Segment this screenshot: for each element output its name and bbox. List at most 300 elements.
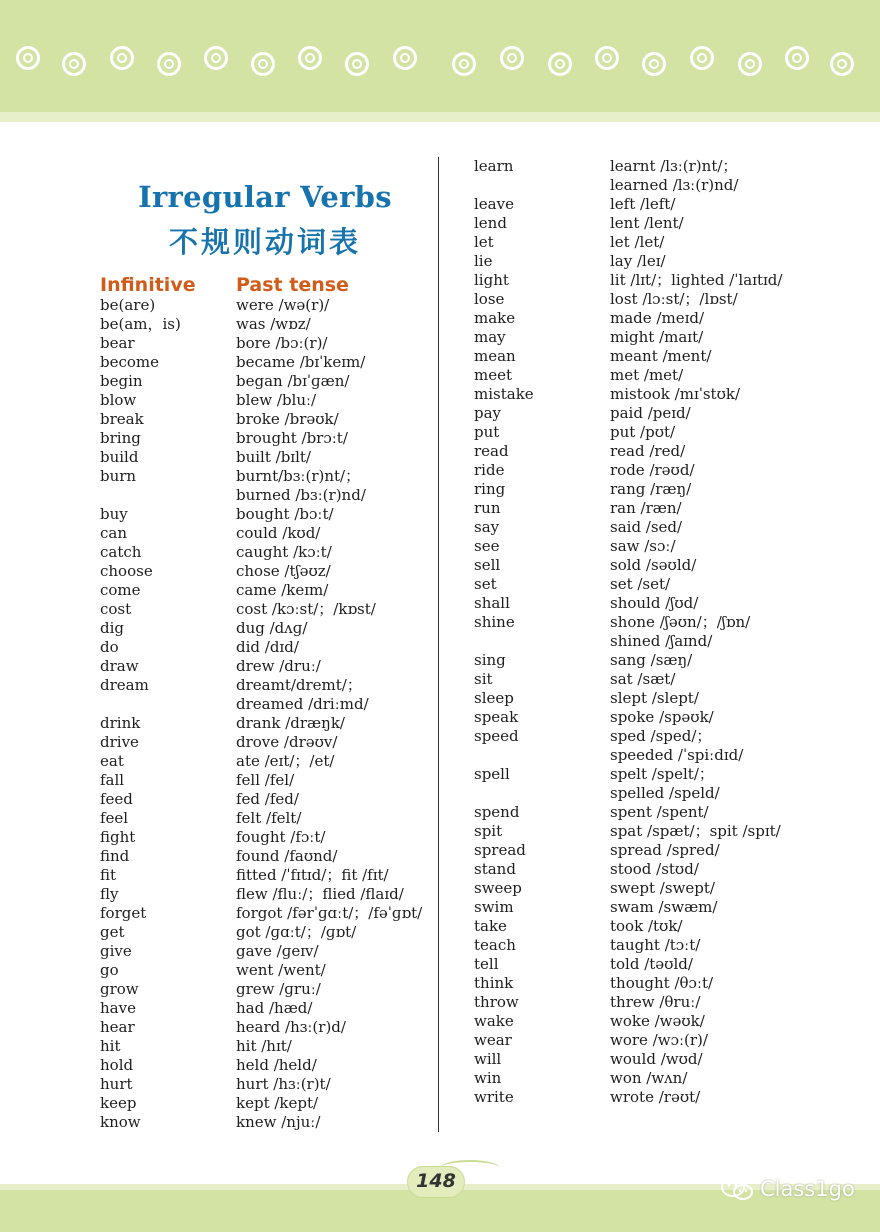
- past-tense-form: kept /kept/: [236, 1094, 319, 1112]
- past-tense-forms: [610, 347, 711, 366]
- past-tense-forms: [236, 961, 326, 980]
- decorative-ring: [738, 52, 762, 76]
- verb-entry: [100, 429, 422, 448]
- past-tense-form: threw /θruː/: [610, 993, 701, 1011]
- decorative-ring: [452, 52, 476, 76]
- infinitive-form: can: [100, 524, 128, 542]
- infinitive-form: ring: [474, 480, 506, 498]
- past-tense-forms: [236, 790, 299, 809]
- infinitive-form: take: [474, 917, 507, 935]
- infinitive-form: cost: [100, 600, 132, 618]
- verb-entry: [100, 752, 422, 771]
- past-tense-form: spread /spred/: [610, 841, 720, 859]
- infinitive-form: sleep: [474, 689, 514, 707]
- verb-entry: [100, 562, 422, 581]
- past-tense-forms: [610, 917, 682, 936]
- verb-entry: [100, 942, 422, 961]
- past-tense-form: cost /kɔːst/；/kɒst/: [236, 600, 376, 618]
- verb-entry: [100, 334, 422, 353]
- verb-entry: [474, 708, 782, 727]
- past-tense-form: lent /lent/: [610, 214, 684, 232]
- infinitive-form: hold: [100, 1056, 134, 1074]
- verb-entry: [100, 885, 422, 904]
- past-tense-form: swam /swæm/: [610, 898, 718, 916]
- verb-entry: [474, 290, 782, 309]
- verb-entry: [474, 803, 782, 822]
- past-tense-form: set /set/: [610, 575, 671, 593]
- past-tense-form: sped /sped/；: [610, 727, 712, 745]
- past-tense-forms: [236, 562, 331, 581]
- infinitive-form: get: [100, 923, 125, 941]
- past-tense-forms: [236, 828, 325, 847]
- infinitive-form: swim: [474, 898, 514, 916]
- decorative-ring: [204, 46, 228, 70]
- verb-entry: [100, 638, 422, 657]
- past-tense-forms: [610, 993, 700, 1012]
- infinitive-form: fight: [100, 828, 136, 846]
- past-tense-form: felt /felt/: [236, 809, 302, 827]
- infinitive-form: begin: [100, 372, 143, 390]
- past-tense-form: told /təʊld/: [610, 955, 693, 973]
- verb-entry: [474, 385, 782, 404]
- past-tense-forms: [610, 1088, 700, 1107]
- past-tense-form: dreamed /driːmd/: [236, 695, 369, 713]
- past-tense-forms: [610, 157, 738, 195]
- infinitive-form: let: [474, 233, 494, 251]
- past-tense-form: learned /lɜː(r)nd/: [610, 176, 739, 194]
- verb-entry: [474, 613, 782, 651]
- verb-entry: [100, 961, 422, 980]
- past-tense-form: took /tʊk/: [610, 917, 683, 935]
- infinitive-form: lose: [474, 290, 505, 308]
- past-tense-forms: [236, 1094, 318, 1113]
- past-tense-forms: [236, 809, 301, 828]
- infinitive-form: dream: [100, 676, 149, 694]
- past-tense-forms: [610, 822, 781, 841]
- verb-entry: [474, 955, 782, 974]
- verb-entry: [474, 689, 782, 708]
- page-title-chinese: 不规则动词表: [168, 225, 361, 259]
- past-tense-forms: [236, 467, 366, 505]
- past-tense-form: spelt /spelt/；: [610, 765, 714, 783]
- past-tense-forms: [236, 524, 320, 543]
- verb-entry: [100, 1094, 422, 1113]
- past-tense-form: thought /θɔːt/: [610, 974, 714, 992]
- infinitive-form: may: [474, 328, 506, 346]
- past-tense-forms: [610, 594, 698, 613]
- verb-entry: [100, 771, 422, 790]
- infinitive-form: give: [100, 942, 132, 960]
- past-tense-form: lit /lɪt/；lighted /ˈlaɪtɪd/: [610, 271, 783, 289]
- past-tense-forms: [236, 676, 369, 714]
- infinitive-form: spell: [474, 765, 510, 783]
- verb-entry: [474, 765, 782, 803]
- verb-entry: [474, 727, 782, 765]
- past-tense-forms: [236, 581, 328, 600]
- past-tense-form: dug /dʌɡ/: [236, 619, 308, 637]
- past-tense-form: broke /brəʊk/: [236, 410, 339, 428]
- infinitive-form: sell: [474, 556, 501, 574]
- infinitive-form: speed: [474, 727, 519, 745]
- past-tense-forms: [236, 714, 345, 733]
- infinitive-form: drive: [100, 733, 139, 751]
- infinitive-form: draw: [100, 657, 139, 675]
- past-tense-form: wrote /rəʊt/: [610, 1088, 701, 1106]
- past-tense-forms: [610, 290, 738, 309]
- verb-entry: [474, 328, 782, 347]
- verb-entry: [474, 233, 782, 252]
- past-tense-forms: [236, 657, 321, 676]
- decorative-ring: [785, 46, 809, 70]
- infinitive-form: set: [474, 575, 497, 593]
- past-tense-form: could /kʊd/: [236, 524, 321, 542]
- infinitive-form: see: [474, 537, 500, 555]
- verb-entry: [100, 1018, 422, 1037]
- infinitive-form: wear: [474, 1031, 512, 1049]
- past-tense-forms: [610, 1069, 687, 1088]
- verb-entry: [474, 822, 782, 841]
- past-tense-form: lost /lɔːst/；/lɒst/: [610, 290, 738, 308]
- verb-entry: [474, 480, 782, 499]
- verb-entry: [474, 917, 782, 936]
- past-tense-form: caught /kɔːt/: [236, 543, 332, 561]
- past-tense-form: slept /slept/: [610, 689, 699, 707]
- past-tense-forms: [236, 372, 349, 391]
- verb-entry: [100, 657, 422, 676]
- infinitive-header: Infinitive: [100, 274, 196, 296]
- past-tense-forms: [610, 328, 703, 347]
- past-tense-form: drove /drəʊv/: [236, 733, 338, 751]
- past-tense-forms: [610, 271, 782, 290]
- past-tense-form: heard /hɜː(r)d/: [236, 1018, 346, 1036]
- past-tense-form: did /dɪd/: [236, 638, 299, 656]
- past-tense-forms: [610, 879, 715, 898]
- past-tense-form: sold /səʊld/: [610, 556, 697, 574]
- past-tense-forms: [610, 860, 699, 879]
- verb-entry: [474, 651, 782, 670]
- verb-entry: [100, 904, 422, 923]
- verb-entry: [474, 423, 782, 442]
- infinitive-form: hear: [100, 1018, 135, 1036]
- past-tense-form: woke /wəʊk/: [610, 1012, 705, 1030]
- past-tense-form: won /wʌn/: [610, 1069, 688, 1087]
- verb-entry: [474, 841, 782, 860]
- past-tense-form: met /met/: [610, 366, 684, 384]
- infinitive-form: have: [100, 999, 136, 1017]
- past-tense-form: went /went/: [236, 961, 326, 979]
- past-tense-forms: [236, 1018, 346, 1037]
- past-tense-form: built /bɪlt/: [236, 448, 311, 466]
- past-tense-forms: [610, 955, 693, 974]
- infinitive-form: sit: [474, 670, 493, 688]
- past-tense-form: burned /bɜː(r)nd/: [236, 486, 366, 504]
- verb-entry: [474, 157, 782, 195]
- verb-entry: [100, 923, 422, 942]
- past-tense-form: knew /njuː/: [236, 1113, 321, 1131]
- decorative-ring: [690, 46, 714, 70]
- past-tense-forms: [236, 771, 294, 790]
- verb-entry: [100, 600, 422, 619]
- infinitive-form: hit: [100, 1037, 121, 1055]
- verb-entry: [474, 993, 782, 1012]
- infinitive-form: bear: [100, 334, 135, 352]
- infinitive-form: hurt: [100, 1075, 133, 1093]
- past-tense-form: wore /wɔː(r)/: [610, 1031, 708, 1049]
- infinitive-form: put: [474, 423, 500, 441]
- infinitive-form: sweep: [474, 879, 522, 897]
- decorative-ring: [62, 52, 86, 76]
- past-tense-forms: [610, 936, 700, 955]
- past-tense-forms: [610, 670, 675, 689]
- past-tense-form: let /let/: [610, 233, 665, 251]
- infinitive-form: come: [100, 581, 141, 599]
- past-tense-forms: [236, 505, 334, 524]
- verb-entry: [100, 1037, 422, 1056]
- past-tense-form: mistook /mɪˈstʊk/: [610, 385, 741, 403]
- past-tense-form: drank /dræŋk/: [236, 714, 345, 732]
- verb-entry: [474, 366, 782, 385]
- past-tense-form: drew /druː/: [236, 657, 321, 675]
- past-tense-forms: [610, 366, 683, 385]
- verb-entry: [474, 1069, 782, 1088]
- page-number: 148: [416, 1170, 456, 1192]
- past-tense-form: forgot /fərˈɡɑːt/；/fəˈɡɒt/: [236, 904, 423, 922]
- verb-entry: [474, 195, 782, 214]
- verb-entry: [474, 974, 782, 993]
- infinitive-form: fly: [100, 885, 119, 903]
- infinitive-form: be(are): [100, 296, 156, 314]
- verb-entry: [100, 676, 422, 714]
- top-decorative-band: [0, 0, 880, 112]
- decorative-ring: [110, 46, 134, 70]
- past-tense-form: fed /fed/: [236, 790, 299, 808]
- past-tense-forms: [236, 296, 329, 315]
- past-tense-forms: [236, 1113, 320, 1132]
- past-tense-form: read /red/: [610, 442, 686, 460]
- verb-entry: [474, 1012, 782, 1031]
- infinitive-form: grow: [100, 980, 139, 998]
- verb-entry: [100, 391, 422, 410]
- infinitive-form: do: [100, 638, 119, 656]
- past-tense-forms: [236, 904, 422, 923]
- infinitive-form: burn: [100, 467, 137, 485]
- past-tense-form: made /meɪd/: [610, 309, 705, 327]
- past-tense-forms: [610, 423, 675, 442]
- past-tense-forms: [236, 847, 337, 866]
- infinitive-form: build: [100, 448, 139, 466]
- past-tense-forms: [610, 1012, 705, 1031]
- past-tense-form: chose /tʃəʊz/: [236, 562, 331, 580]
- infinitive-form: stand: [474, 860, 516, 878]
- infinitive-form: buy: [100, 505, 128, 523]
- verb-entry: [474, 575, 782, 594]
- verb-entry: [474, 594, 782, 613]
- infinitive-form: wake: [474, 1012, 514, 1030]
- infinitive-form: think: [474, 974, 514, 992]
- decorative-ring: [16, 46, 40, 70]
- infinitive-form: spit: [474, 822, 503, 840]
- infinitive-form: forget: [100, 904, 147, 922]
- past-tense-form: spat /spæt/；spit /spɪt/: [610, 822, 781, 840]
- past-tense-forms: [610, 556, 696, 575]
- decorative-ring: [830, 52, 854, 76]
- verb-entry: [474, 404, 782, 423]
- past-tense-forms: [610, 461, 695, 480]
- past-tense-form: fitted /ˈfɪtɪd/；fit /fɪt/: [236, 866, 389, 884]
- past-tense-form: stood /stʊd/: [610, 860, 699, 878]
- past-tense-forms: [610, 309, 704, 328]
- past-tense-forms: [610, 480, 691, 499]
- past-tense-form: spelled /speld/: [610, 784, 720, 802]
- infinitive-form: feed: [100, 790, 133, 808]
- past-tense-form: came /keɪm/: [236, 581, 329, 599]
- infinitive-form: become: [100, 353, 160, 371]
- verb-entry: [100, 714, 422, 733]
- past-tense-form: became /bɪˈkeɪm/: [236, 353, 366, 371]
- right-verb-column: [474, 157, 782, 1107]
- past-tense-form: sang /sæŋ/: [610, 651, 693, 669]
- past-tense-forms: [610, 499, 682, 518]
- verb-entry: [474, 1088, 782, 1107]
- past-tense-form: spoke /spəʊk/: [610, 708, 714, 726]
- verb-entry: [100, 999, 422, 1018]
- verb-entry: [474, 461, 782, 480]
- verb-entry: [474, 1050, 782, 1069]
- past-tense-forms: [610, 1031, 708, 1050]
- infinitive-form: win: [474, 1069, 502, 1087]
- past-tense-forms: [610, 233, 664, 252]
- past-tense-form: swept /swept/: [610, 879, 715, 897]
- infinitive-form: bring: [100, 429, 141, 447]
- past-tense-forms: [236, 619, 307, 638]
- past-tense-form: blew /bluː/: [236, 391, 317, 409]
- past-tense-form: flew /fluː/；flied /flaɪd/: [236, 885, 404, 903]
- past-tense-form: should /ʃʊd/: [610, 594, 699, 612]
- infinitive-form: go: [100, 961, 119, 979]
- decorative-ring: [500, 46, 524, 70]
- decorative-ring: [642, 52, 666, 76]
- past-tense-forms: [236, 391, 316, 410]
- past-tense-form: left /left/: [610, 195, 676, 213]
- past-tense-form: grew /ɡruː/: [236, 980, 321, 998]
- past-tense-form: fell /fel/: [236, 771, 295, 789]
- past-tense-form: hit /hɪt/: [236, 1037, 292, 1055]
- top-stripe: [0, 112, 880, 122]
- infinitive-form: keep: [100, 1094, 137, 1112]
- past-tense-forms: [236, 353, 365, 372]
- verb-entry: [474, 879, 782, 898]
- past-tense-form: got /ɡɑːt/；/ɡɒt/: [236, 923, 357, 941]
- verb-entry: [100, 505, 422, 524]
- infinitive-form: ride: [474, 461, 505, 479]
- past-tense-forms: [236, 448, 311, 467]
- verb-entry: [100, 1113, 422, 1132]
- verb-entry: [100, 847, 422, 866]
- infinitive-form: fit: [100, 866, 117, 884]
- past-tense-forms: [236, 1075, 331, 1094]
- infinitive-form: be(am，is): [100, 315, 181, 333]
- verb-entry: [100, 733, 422, 752]
- past-tense-form: ran /ræn/: [610, 499, 682, 517]
- past-tense-forms: [236, 923, 356, 942]
- past-tense-form: lay /leɪ/: [610, 252, 666, 270]
- verb-entry: [100, 1075, 422, 1094]
- past-tense-forms: [610, 575, 670, 594]
- decorative-ring: [595, 46, 619, 70]
- infinitive-form: find: [100, 847, 130, 865]
- infinitive-form: shall: [474, 594, 510, 612]
- past-tense-forms: [610, 214, 684, 233]
- past-tense-forms: [236, 999, 312, 1018]
- past-tense-forms: [236, 980, 321, 999]
- infinitive-form: spend: [474, 803, 520, 821]
- past-tense-forms: [610, 708, 714, 727]
- verb-entry: [100, 581, 422, 600]
- verb-entry: [100, 353, 422, 372]
- past-tense-forms: [236, 315, 311, 334]
- past-tense-form: meant /ment/: [610, 347, 712, 365]
- infinitive-form: sing: [474, 651, 506, 669]
- infinitive-form: light: [474, 271, 509, 289]
- infinitive-form: speak: [474, 708, 519, 726]
- past-tense-forms: [610, 974, 713, 993]
- past-tense-forms: [236, 866, 389, 885]
- past-tense-form: shined /ʃaɪnd/: [610, 632, 713, 650]
- verb-entry: [474, 670, 782, 689]
- past-tense-forms: [610, 252, 666, 271]
- past-tense-forms: [610, 689, 699, 708]
- past-tense-form: taught /tɔːt/: [610, 936, 701, 954]
- past-tense-forms: [610, 537, 676, 556]
- verb-entry: [100, 296, 422, 315]
- past-tense-forms: [610, 1050, 703, 1069]
- past-tense-forms: [236, 1056, 317, 1075]
- past-tense-form: learnt /lɜː(r)nt/；: [610, 157, 738, 175]
- infinitive-form: spread: [474, 841, 526, 859]
- past-tense-form: might /maɪt/: [610, 328, 704, 346]
- past-tense-forms: [236, 752, 334, 771]
- past-tense-form: dreamt/dremt/；: [236, 676, 362, 694]
- past-tense-forms: [236, 429, 348, 448]
- infinitive-form: teach: [474, 936, 516, 954]
- past-tense-form: spent /spent/: [610, 803, 709, 821]
- infinitive-form: mean: [474, 347, 516, 365]
- verb-entry: [474, 898, 782, 917]
- verb-entry: [474, 499, 782, 518]
- left-verb-column: [100, 296, 422, 1132]
- infinitive-form: fall: [100, 771, 125, 789]
- watermark-text: Class1go: [760, 1177, 855, 1201]
- past-tense-forms: [610, 841, 720, 860]
- infinitive-form: leave: [474, 195, 514, 213]
- verb-entry: [100, 410, 422, 429]
- past-tense-form: shone /ʃəʊn/；/ʃɒn/: [610, 613, 751, 631]
- past-tense-form: hurt /hɜː(r)t/: [236, 1075, 331, 1093]
- decorative-ring: [345, 52, 369, 76]
- verb-entry: [100, 828, 422, 847]
- infinitive-form: blow: [100, 391, 137, 409]
- decorative-ring: [251, 52, 275, 76]
- verb-entry: [100, 543, 422, 562]
- infinitive-form: catch: [100, 543, 142, 561]
- decorative-ring: [298, 46, 322, 70]
- verb-entry: [474, 271, 782, 290]
- past-tense-form: were /wə(r)/: [236, 296, 330, 314]
- infinitive-form: throw: [474, 993, 519, 1011]
- past-tense-form: bought /bɔːt/: [236, 505, 334, 523]
- past-tense-form: rang /ræŋ/: [610, 480, 692, 498]
- past-tense-form: burnt/bɜː(r)nt/；: [236, 467, 361, 485]
